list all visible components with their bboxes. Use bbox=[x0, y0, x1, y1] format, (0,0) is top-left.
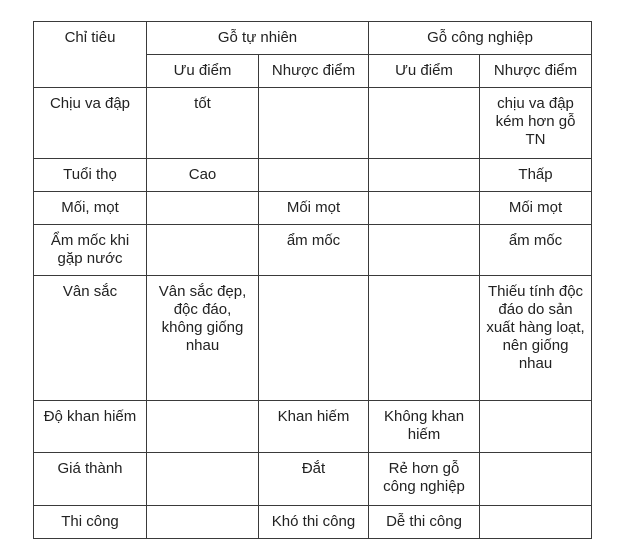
natural-disadvantage-cell: ẩm mốc bbox=[259, 225, 369, 276]
criteria-cell: Mối, mọt bbox=[34, 192, 147, 225]
industrial-disadvantage-cell: chịu va đập kém hơn gỗ TN bbox=[480, 88, 592, 159]
industrial-disadvantage-cell bbox=[480, 453, 592, 506]
industrial-advantage-cell bbox=[369, 192, 480, 225]
criteria-cell: Độ khan hiếm bbox=[34, 401, 147, 453]
industrial-disadvantage-cell bbox=[480, 506, 592, 539]
industrial-advantage-cell bbox=[369, 225, 480, 276]
industrial-advantage-cell bbox=[369, 159, 480, 192]
natural-advantage-cell bbox=[147, 506, 259, 539]
table-row bbox=[34, 401, 592, 453]
table-row bbox=[34, 88, 592, 159]
natural-advantage-cell: Vân sắc đẹp, độc đáo, không giống nhau bbox=[147, 276, 259, 401]
natural-advantage-cell bbox=[147, 453, 259, 506]
industrial-advantage-cell: Dễ thi công bbox=[369, 506, 480, 539]
criteria-cell: Tuổi thọ bbox=[34, 159, 147, 192]
natural-advantage-cell bbox=[147, 401, 259, 453]
comparison-table bbox=[33, 21, 592, 539]
criteria-cell: Ẩm mốc khi gặp nước bbox=[34, 225, 147, 276]
natural-disadvantage-cell bbox=[259, 88, 369, 159]
natural-disadvantage-cell: Khó thi công bbox=[259, 506, 369, 539]
industrial-advantage-cell: Không khan hiếm bbox=[369, 401, 480, 453]
industrial-disadvantage-cell bbox=[480, 401, 592, 453]
header-criteria: Chỉ tiêu bbox=[34, 22, 147, 88]
natural-disadvantage-cell: Đắt bbox=[259, 453, 369, 506]
natural-advantage-cell bbox=[147, 225, 259, 276]
industrial-advantage-cell: Rẻ hơn gỗ công nghiệp bbox=[369, 453, 480, 506]
natural-disadvantage-cell bbox=[259, 159, 369, 192]
header-row-groups bbox=[34, 22, 592, 55]
natural-advantage-cell bbox=[147, 192, 259, 225]
industrial-disadvantage-cell: Thấp bbox=[480, 159, 592, 192]
header-natural-advantage: Ưu điểm bbox=[147, 55, 259, 88]
natural-disadvantage-cell bbox=[259, 276, 369, 401]
header-industrial-advantage: Ưu điểm bbox=[369, 55, 480, 88]
industrial-disadvantage-cell: Thiếu tính độc đáo do sản xuất hàng loạt, nên giống nhau bbox=[480, 276, 592, 401]
header-natural-disadvantage: Nhược điểm bbox=[259, 55, 369, 88]
header-industrial-wood: Gỗ công nghiệp bbox=[369, 22, 592, 55]
header-natural-wood: Gỗ tự nhiên bbox=[147, 22, 369, 55]
natural-disadvantage-cell: Mối mọt bbox=[259, 192, 369, 225]
criteria-cell: Thi công bbox=[34, 506, 147, 539]
industrial-advantage-cell bbox=[369, 88, 480, 159]
industrial-disadvantage-cell: ẩm mốc bbox=[480, 225, 592, 276]
table-row bbox=[34, 225, 592, 276]
table-row bbox=[34, 453, 592, 506]
table-row bbox=[34, 276, 592, 401]
criteria-cell: Vân sắc bbox=[34, 276, 147, 401]
natural-advantage-cell: Cao bbox=[147, 159, 259, 192]
natural-advantage-cell: tốt bbox=[147, 88, 259, 159]
header-industrial-disadvantage: Nhược điểm bbox=[480, 55, 592, 88]
criteria-cell: Giá thành bbox=[34, 453, 147, 506]
table-row bbox=[34, 192, 592, 225]
industrial-advantage-cell bbox=[369, 276, 480, 401]
table-row bbox=[34, 506, 592, 539]
natural-disadvantage-cell: Khan hiếm bbox=[259, 401, 369, 453]
industrial-disadvantage-cell: Mối mọt bbox=[480, 192, 592, 225]
criteria-cell: Chịu va đập bbox=[34, 88, 147, 159]
table-row bbox=[34, 159, 592, 192]
